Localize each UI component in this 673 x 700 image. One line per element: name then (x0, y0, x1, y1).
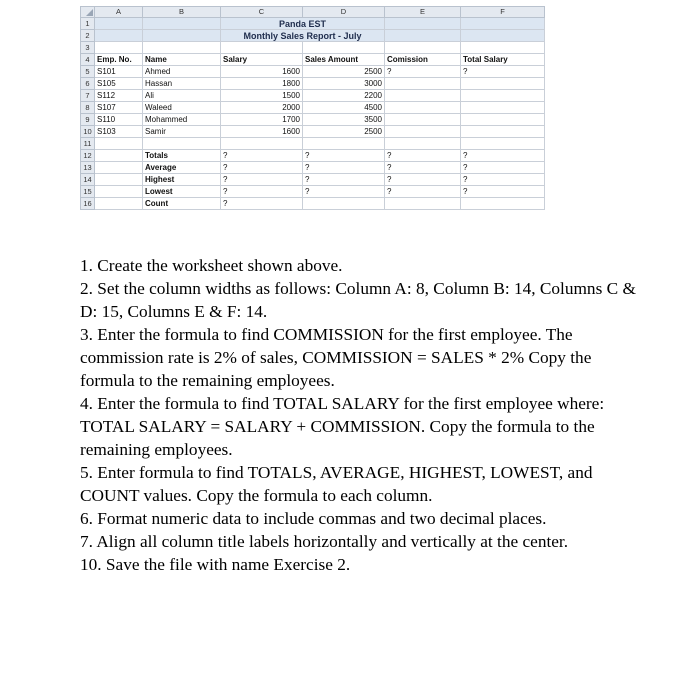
cell[interactable] (303, 42, 385, 54)
row-number[interactable]: 10 (81, 126, 95, 138)
summary-sales-cell[interactable]: ? (303, 162, 385, 174)
row-number[interactable]: 4 (81, 54, 95, 66)
column-header[interactable]: D (303, 7, 385, 18)
header-commission[interactable]: Comission (385, 54, 461, 66)
summary-sales-cell[interactable]: ? (303, 186, 385, 198)
cell[interactable] (95, 18, 143, 30)
cell[interactable] (143, 30, 221, 42)
cell[interactable] (95, 42, 143, 54)
sales-cell[interactable]: 4500 (303, 102, 385, 114)
cell[interactable] (221, 138, 303, 150)
emp-id-cell[interactable]: S103 (95, 126, 143, 138)
spreadsheet-screenshot (80, 6, 544, 246)
summary-commission-cell[interactable]: ? (385, 150, 461, 162)
emp-id-cell[interactable]: S107 (95, 102, 143, 114)
cell[interactable] (95, 174, 143, 186)
summary-sales-cell[interactable]: ? (303, 174, 385, 186)
emp-name-cell[interactable]: Ahmed (143, 66, 221, 78)
row-number[interactable]: 1 (81, 18, 95, 30)
sheet-row (81, 42, 545, 54)
summary-commission-cell[interactable] (385, 198, 461, 210)
cell[interactable] (303, 138, 385, 150)
total-salary-cell[interactable] (461, 126, 545, 138)
cell[interactable] (385, 42, 461, 54)
summary-sales-cell[interactable]: ? (303, 150, 385, 162)
column-header[interactable]: E (385, 7, 461, 18)
salary-cell[interactable]: 2000 (221, 102, 303, 114)
summary-label[interactable]: Lowest (143, 186, 221, 198)
emp-name-cell[interactable]: Mohammed (143, 114, 221, 126)
cell[interactable] (385, 18, 461, 30)
total-salary-cell[interactable] (461, 114, 545, 126)
cell[interactable] (461, 30, 545, 42)
summary-salary-cell[interactable]: ? (221, 174, 303, 186)
total-salary-cell[interactable] (461, 102, 545, 114)
commission-cell[interactable]: ? (385, 66, 461, 78)
header-name[interactable]: Name (143, 54, 221, 66)
salary-cell[interactable]: 1800 (221, 78, 303, 90)
cell[interactable] (461, 42, 545, 54)
sales-cell[interactable]: 2500 (303, 66, 385, 78)
emp-name-cell[interactable]: Samir (143, 126, 221, 138)
summary-commission-cell[interactable]: ? (385, 174, 461, 186)
row-number[interactable]: 14 (81, 174, 95, 186)
row-number[interactable]: 12 (81, 150, 95, 162)
header-emp-no[interactable]: Emp. No. (95, 54, 143, 66)
cell[interactable] (95, 162, 143, 174)
salary-cell[interactable]: 1600 (221, 66, 303, 78)
total-salary-cell[interactable] (461, 90, 545, 102)
cell[interactable] (143, 138, 221, 150)
row-number[interactable]: 8 (81, 102, 95, 114)
cell[interactable] (95, 30, 143, 42)
column-header[interactable]: F (461, 7, 545, 18)
commission-cell[interactable] (385, 114, 461, 126)
instruction-item: 1. Create the worksheet shown above. (80, 256, 343, 275)
sheet-row (81, 18, 545, 30)
summary-row (81, 162, 545, 174)
row-number[interactable]: 15 (81, 186, 95, 198)
instruction-item: 7. Align all column title labels horizontally and vertically at the center. (80, 532, 569, 551)
summary-salary-cell[interactable]: ? (221, 150, 303, 162)
sheet-row (81, 30, 545, 42)
instruction-item: 2. Set the column widths as follows: Column A: 8, Column B: 14, Columns C & D: 15, Columns E & F: 14. (80, 279, 636, 321)
worksheet-grid (80, 6, 545, 210)
cell[interactable] (221, 42, 303, 54)
salary-cell[interactable]: 1700 (221, 114, 303, 126)
cell[interactable] (143, 18, 221, 30)
employee-row (81, 90, 545, 102)
employee-row (81, 102, 545, 114)
employee-row (81, 126, 545, 138)
summary-total-cell[interactable]: ? (461, 162, 545, 174)
sales-cell[interactable]: 3500 (303, 114, 385, 126)
salary-cell[interactable]: 1600 (221, 126, 303, 138)
row-number[interactable]: 3 (81, 42, 95, 54)
summary-total-cell[interactable] (461, 198, 545, 210)
summary-label[interactable]: Highest (143, 174, 221, 186)
summary-label[interactable]: Average (143, 162, 221, 174)
summary-row (81, 150, 545, 162)
summary-commission-cell[interactable]: ? (385, 186, 461, 198)
emp-name-cell[interactable]: Waleed (143, 102, 221, 114)
row-number[interactable]: 9 (81, 114, 95, 126)
header-sales-amount[interactable]: Sales Amount (303, 54, 385, 66)
column-header[interactable]: C (221, 7, 303, 18)
summary-salary-cell[interactable]: ? (221, 198, 303, 210)
select-all-corner[interactable] (81, 7, 95, 18)
cell[interactable] (95, 150, 143, 162)
total-salary-cell[interactable]: ? (461, 66, 545, 78)
summary-row (81, 198, 545, 210)
column-header[interactable]: A (95, 7, 143, 18)
commission-cell[interactable] (385, 90, 461, 102)
summary-salary-cell[interactable]: ? (221, 162, 303, 174)
instruction-item: 3. Enter the formula to find COMMISSION for the first employee. The commission rate is 2% of sales, COMMISSION = SALES * 2% Copy the formula to the remaining employees. (80, 325, 592, 390)
sales-cell[interactable]: 3000 (303, 78, 385, 90)
cell[interactable] (385, 30, 461, 42)
emp-name-cell[interactable]: Ali (143, 90, 221, 102)
total-salary-cell[interactable] (461, 78, 545, 90)
summary-label[interactable]: Totals (143, 150, 221, 162)
summary-row (81, 186, 545, 198)
instructions-list (80, 254, 640, 576)
cell[interactable] (95, 138, 143, 150)
commission-cell[interactable] (385, 78, 461, 90)
emp-id-cell[interactable]: S101 (95, 66, 143, 78)
summary-commission-cell[interactable]: ? (385, 162, 461, 174)
employee-row (81, 114, 545, 126)
employee-row (81, 66, 545, 78)
instruction-item: 10. Save the file with name Exercise 2. (80, 555, 351, 574)
report-subtitle[interactable]: Monthly Sales Report - July (221, 30, 385, 42)
column-header-row (81, 7, 545, 18)
header-row (81, 54, 545, 66)
row-number[interactable]: 16 (81, 198, 95, 210)
salary-cell[interactable]: 1500 (221, 90, 303, 102)
commission-cell[interactable] (385, 102, 461, 114)
cell[interactable] (461, 138, 545, 150)
row-number[interactable]: 6 (81, 78, 95, 90)
summary-row (81, 174, 545, 186)
instruction-item: 6. Format numeric data to include commas and two decimal places. (80, 509, 547, 528)
summary-salary-cell[interactable]: ? (221, 186, 303, 198)
emp-id-cell[interactable]: S110 (95, 114, 143, 126)
sales-cell[interactable]: 2500 (303, 126, 385, 138)
summary-total-cell[interactable]: ? (461, 174, 545, 186)
header-total-salary[interactable]: Total Salary (461, 54, 545, 66)
summary-sales-cell[interactable] (303, 198, 385, 210)
sales-cell[interactable]: 2200 (303, 90, 385, 102)
row-number[interactable]: 5 (81, 66, 95, 78)
sheet-row (81, 138, 545, 150)
cell[interactable] (461, 18, 545, 30)
cell[interactable] (385, 138, 461, 150)
summary-total-cell[interactable]: ? (461, 186, 545, 198)
instruction-item: 4. Enter the formula to find TOTAL SALARY for the first employee where: TOTAL SALARY = SALARY + COMMISSION. Copy the formula to the remaining employees. (80, 394, 605, 459)
emp-id-cell[interactable]: S112 (95, 90, 143, 102)
row-number[interactable]: 2 (81, 30, 95, 42)
header-salary[interactable]: Salary (221, 54, 303, 66)
emp-name-cell[interactable]: Hassan (143, 78, 221, 90)
column-header[interactable]: B (143, 7, 221, 18)
row-number[interactable]: 7 (81, 90, 95, 102)
instruction-item: 5. Enter formula to find TOTALS, AVERAGE, HIGHEST, LOWEST, and COUNT values. Copy the formula to each column. (80, 463, 593, 505)
employee-row (81, 78, 545, 90)
summary-label[interactable]: Count (143, 198, 221, 210)
cell[interactable] (95, 186, 143, 198)
cell[interactable] (143, 42, 221, 54)
cell[interactable] (95, 198, 143, 210)
row-number[interactable]: 13 (81, 162, 95, 174)
summary-total-cell[interactable]: ? (461, 150, 545, 162)
row-number[interactable]: 11 (81, 138, 95, 150)
commission-cell[interactable] (385, 126, 461, 138)
report-title[interactable]: Panda EST (221, 18, 385, 30)
emp-id-cell[interactable]: S105 (95, 78, 143, 90)
